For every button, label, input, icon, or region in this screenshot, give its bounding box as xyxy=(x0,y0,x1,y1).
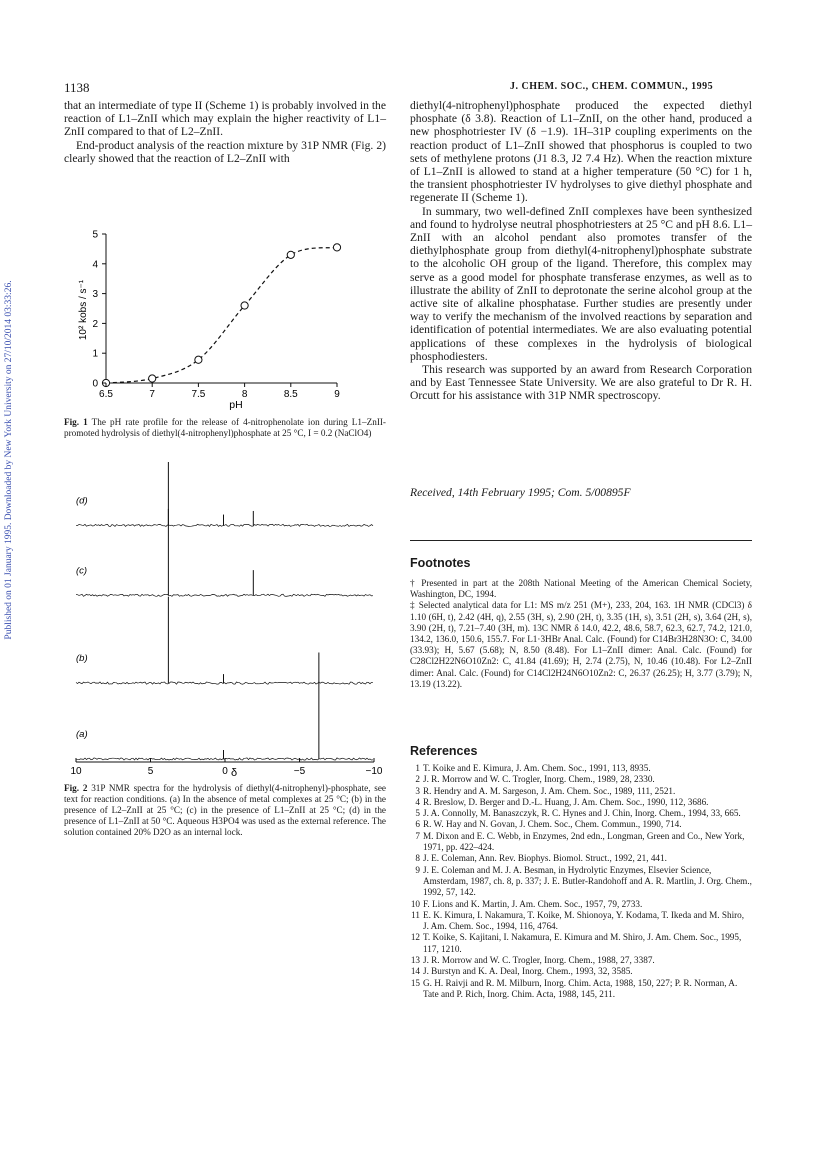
fig2-axis xyxy=(70,758,382,777)
reference-text: M. Dixon and E. C. Webb, in Enzymes, 2nd edn., Longman, Green and Co., New York, 1971, pp. 422–424. xyxy=(423,830,745,853)
reference-item xyxy=(410,978,752,1001)
fig2-panel-label: (c) xyxy=(76,565,88,577)
reference-text: J. R. Morrow and W. C. Trogler, Inorg. Chem., 1988, 27, 3387. xyxy=(423,955,655,966)
reference-item xyxy=(410,763,752,774)
fig1-points xyxy=(102,244,340,387)
reference-item xyxy=(410,865,752,899)
reference-text: R. Breslow, D. Berger and D.-L. Huang, J. Am. Chem. Soc., 1990, 112, 3686. xyxy=(423,796,709,807)
right-paragraph-3: This research was supported by an award from Research Corporation and by East Tennessee State University. We are also grateful to Dr R. H. Orcutt for his assistance with 31P NMR spectroscopy. xyxy=(410,363,752,403)
reference-text: J. A. Connolly, M. Banaszczyk, R. C. Hynes and J. Chin, Inorg. Chem., 1994, 33, 665. xyxy=(423,808,741,819)
reference-text: T. Koike and E. Kimura, J. Am. Chem. Soc., 1991, 113, 8935. xyxy=(423,763,651,773)
reference-item xyxy=(410,910,752,933)
fig1-fit-curve xyxy=(106,247,337,383)
reference-number: 11 xyxy=(411,909,420,920)
right-paragraph-2: In summary, two well-defined ZnII complexes have been synthesized and found to hydrolyse neutral phosphotriesters at 25 °C and pH 8.6. L1–ZnII with an alcohol pendant also promotes transfer of the diethylphosphate group from diethyl(4-nitrophenyl)phosphate substrate to the alcoholic OH group of the ligand. Therefore, this complex may serve as a good model for phosphate transferase enzymes, as well as to illustrate the ability of ZnII to deprotonate the serine alcohol group at the active site of alkaline phosphatase. Further studies are presently under way to verify the mechanism of the involved reactions by separation and identification of potential intermediates. We are also evaluating potential applications of these complexes in the hydrolysis of biological phosphodiesters. xyxy=(410,204,752,363)
reference-number: 1 xyxy=(415,763,420,773)
fig1-axes xyxy=(106,234,337,383)
footnotes-heading: Footnotes xyxy=(410,556,471,570)
reference-number: 12 xyxy=(410,932,420,943)
page-number: 1138 xyxy=(64,80,90,95)
fig1-y-axis-label: 10² kobs / s⁻¹ xyxy=(78,279,89,341)
reference-item xyxy=(410,955,752,966)
fig1-y-ticks xyxy=(92,230,106,390)
fig1-data-point xyxy=(195,356,202,363)
fig1-data-point xyxy=(241,302,248,309)
footnote-1: † Presented in part at the 208th National Meeting of the American Chemical Society, Washington, DC, 1994. xyxy=(410,578,752,600)
fig2-axis-label: δ xyxy=(230,767,238,779)
footnotes-body xyxy=(410,578,752,690)
reference-number: 4 xyxy=(415,796,420,807)
reference-number: 3 xyxy=(415,785,420,796)
reference-number: 7 xyxy=(415,830,420,841)
reference-item xyxy=(410,966,752,977)
reference-number: 6 xyxy=(415,819,420,830)
reference-text: F. Lions and K. Martin, J. Am. Chem. Soc., 1957, 79, 2733. xyxy=(423,898,643,909)
reference-text: J. Burstyn and K. A. Deal, Inorg. Chem., 1993, 32, 3585. xyxy=(423,966,633,977)
reference-item xyxy=(410,774,752,785)
reference-number: 9 xyxy=(415,864,420,875)
fig2-panel-label: (a) xyxy=(76,729,88,740)
right-column-text xyxy=(410,99,752,403)
fig2-x-tick-label: 10 xyxy=(70,766,82,777)
fig2-x-tick-label: −5 xyxy=(293,766,306,777)
reference-text: E. K. Kimura, I. Nakamura, T. Koike, M. Shionoya, Y. Kodama, T. Ikeda and M. Shiro, J. Am. Chem. Soc., 1994, 116, 4764. xyxy=(423,909,745,932)
fig1-data-point xyxy=(287,251,294,258)
left-paragraph-1: that an intermediate of type II (Scheme 1) is probably involved in the reaction of L1–ZnII which may explain the higher reactivity of L1–ZnII compared to that of L2–ZnII. xyxy=(64,99,386,139)
fig1-caption-text: The pH rate profile for the release of 4-nitrophenolate ion during L1–ZnII-promoted hydrolysis of diethyl(4-nitrophenyl)phosphate at 25 °C, I = 0.2 (NaClO4) xyxy=(64,417,386,438)
fig1-x-tick-label: 7 xyxy=(149,389,155,400)
reference-text: R. W. Hay and N. Govan, J. Chem. Soc., Chem. Commun., 1990, 714. xyxy=(423,819,682,830)
fig1-y-tick-label: 4 xyxy=(92,259,98,271)
fig2-x-tick-label: −10 xyxy=(365,766,383,777)
fig1-x-axis-label: pH xyxy=(229,399,243,411)
reference-item xyxy=(410,932,752,955)
reference-item xyxy=(410,819,752,830)
fig1-data-point xyxy=(333,244,340,251)
reference-item xyxy=(410,786,752,797)
fig2-panel-labels xyxy=(76,495,88,740)
fig2-panel-label: (d) xyxy=(76,495,88,507)
fig1-y-tick-label: 5 xyxy=(92,229,98,241)
reference-item xyxy=(410,853,752,864)
reference-text: J. E. Coleman, Ann. Rev. Biophys. Biomol. Struct., 1992, 21, 441. xyxy=(423,853,667,864)
reference-item xyxy=(410,797,752,808)
fig1-x-ticks xyxy=(99,383,340,400)
received-date: Received, 14th February 1995; Com. 5/00895F xyxy=(410,486,631,499)
left-column-text xyxy=(64,99,386,165)
fig1-x-tick-label: 9 xyxy=(334,389,340,400)
fig2-nmr-spectra xyxy=(64,462,384,780)
fig2-baseline xyxy=(76,594,373,596)
fig1-caption xyxy=(64,417,386,439)
reference-number: 5 xyxy=(415,808,420,819)
footnote-2: ‡ Selected analytical data for L1: MS m/z 251 (M+), 233, 204, 163. 1H NMR (CDCl3) δ 1.10 (6H, t), 2.42 (4H, q), 2.55 (3H, s), 2.90 (2H, t), 3.35 (1H, s), 3.51 (2H, s), 3.64 (2H, s), 3.90 (2H, t), 7.21–7.40 (3H, m). 13C NMR δ 14.0, 42.2, 48.6, 58.7, 62.3, 62.7, 74.2, 121.0, 134.2, 136.0, 150.6, 155.7. For L1·3HBr Anal. Calc. (Found) for C14Br3H28N3O: C, 34.00 (33.93); H, 5.67 (5.68); N, 8.50 (8.48). For L1–ZnII dimer: Anal. Calc. (Found) for C28Cl2H22N6O10Zn2: C, 41.84 (41.69); H, 2.74 (2.75), N, 10.46 (10.48). For L2–ZnII dimer: Anal. Calc. (Found) for C14Cl2H24N6O10Zn2: C, 26.37 (26.25); H, 3.77 (3.79); N, 13.19 (13.22). xyxy=(410,600,752,689)
references-list xyxy=(410,763,752,1000)
reference-text: R. Hendry and A. M. Sargeson, J. Am. Chem. Soc., 1989, 111, 2521. xyxy=(423,785,676,796)
fig2-caption-label: Fig. 2 xyxy=(64,783,88,793)
fig2-caption-text: 31P NMR spectra for the hydrolysis of diethyl(4-nitrophenyl)-phosphate, see text for reaction conditions. (a) In the absence of metal complexes at 25 °C; (b) in the presence of L2–ZnII at 25 °C; (c) in the presence of L1–ZnII at 25 °C; (d) in the presence of L1–ZnII at 50 °C. Aqueous H3PO4 was used as the external reference. The solution contained 20% D2O as an internal lock. xyxy=(64,783,387,837)
fig1-chart xyxy=(64,222,394,414)
fig1-y-tick-label: 2 xyxy=(92,318,98,330)
right-paragraph-1: diethyl(4-nitrophenyl)phosphate produced the expected diethyl phosphate (δ 3.8). Reaction of L1–ZnII, on the other hand, produced a new phosphotriester IV (δ −1.9). 1H–31P coupling experiments on the reaction product of L1–ZnII showed that phosphorus is coupled to two sets of methylene protons (J1 8.3, J2 7.4 Hz). When the reaction mixture of L1–ZnII is allowed to stand at a higher temperature (50 °C) for 1 h, the transient phosphotriester IV hydrolyses to give diethyl phosphate and regenerate II (Scheme 1). xyxy=(410,99,752,205)
reference-text: J. E. Coleman and M. J. A. Besman, in Hydrolytic Enzymes, Elsevier Science, Amsterdam, 1987, ch. 8, p. 337; J. E. Butler-Randohoff and A. R. Martlin, J. Org. Chem., 1992, 57, 142. xyxy=(423,864,752,898)
fig2-panel-label: (b) xyxy=(76,653,88,665)
fig1-y-tick-label: 0 xyxy=(92,378,98,390)
fig2-x-tick-label: 0 xyxy=(222,766,228,777)
reference-number: 8 xyxy=(415,853,420,864)
reference-item xyxy=(410,831,752,854)
references-heading: References xyxy=(410,744,478,758)
reference-item xyxy=(410,899,752,910)
fig1-y-tick-label: 3 xyxy=(92,289,98,301)
reference-number: 15 xyxy=(410,977,420,988)
fig1-x-tick-label: 8.5 xyxy=(283,389,298,400)
journal-header: J. CHEM. SOC., CHEM. COMMUN., 1995 xyxy=(510,81,714,92)
reference-number: 2 xyxy=(415,774,420,785)
fig2-baseline xyxy=(76,524,373,526)
fig1-x-tick-label: 8 xyxy=(241,389,248,400)
fig2-x-tick-label: 5 xyxy=(147,766,154,777)
left-paragraph-2: End-product analysis of the reaction mixture by 31P NMR (Fig. 2) clearly showed that the reaction of L2–ZnII with xyxy=(64,138,386,165)
section-divider xyxy=(410,540,752,541)
fig2-baseline xyxy=(76,682,373,684)
reference-text: T. Koike, S. Kajitani, I. Nakamura, E. Kimura and M. Shiro, J. Am. Chem. Soc., 1995, 117, 1210. xyxy=(423,932,742,954)
reference-text: G. H. Raivji and R. M. Milburn, Inorg. Chim. Acta, 1988, 150, 227; P. R. Norman, A. Tate and P. Rich, Inorg. Chim. Acta, 1988, 145, 211. xyxy=(423,977,738,999)
fig1-x-tick-label: 6.5 xyxy=(99,389,113,400)
reference-number: 13 xyxy=(410,955,420,966)
download-watermark-text: Published on 01 January 1995. Downloaded by New York University on 27/10/2014 03:33:26. xyxy=(4,280,14,640)
fig2-caption xyxy=(64,783,386,838)
reference-number: 10 xyxy=(410,898,420,909)
reference-item xyxy=(410,808,752,819)
download-watermark xyxy=(2,180,16,740)
fig2-spectra xyxy=(76,462,373,760)
fig1-data-point xyxy=(149,375,156,382)
fig1-x-tick-label: 7.5 xyxy=(191,389,206,400)
fig1-y-tick-label: 1 xyxy=(92,348,98,360)
fig1-caption-label: Fig. 1 xyxy=(64,417,88,427)
reference-text: J. R. Morrow and W. C. Trogler, Inorg. Chem., 1989, 28, 2330. xyxy=(423,774,655,785)
reference-number: 14 xyxy=(410,966,420,977)
